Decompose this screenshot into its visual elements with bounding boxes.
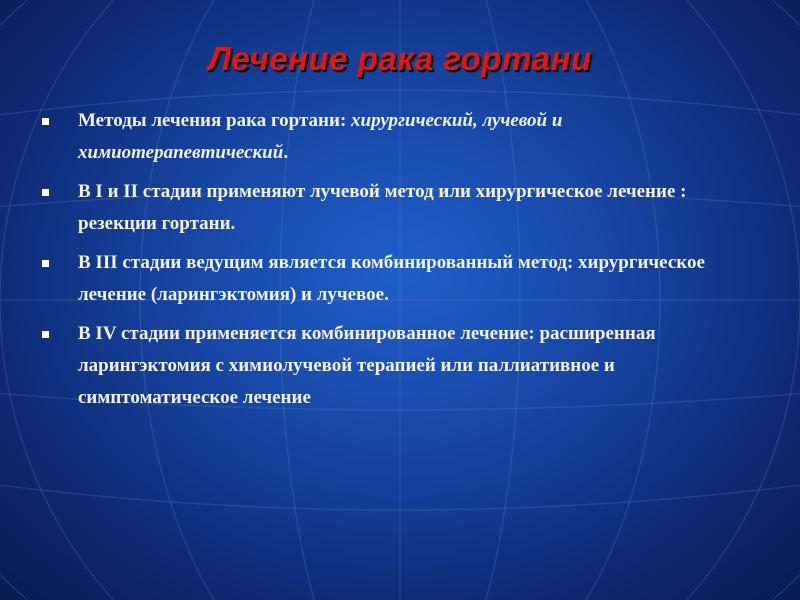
bullet-stage-1-2 <box>40 176 760 240</box>
bullet-text-italic-methods: хирургический, лучевой и химиотерапевтический <box>78 110 563 163</box>
bullet-text-tail: . <box>283 142 289 163</box>
bullet-text: В IV стадии применяется комбинированное лечение: расширенная ларингэктомия с химиолучевой терапией или паллиативное и симптоматическое лечение <box>78 323 656 408</box>
bullet-text-lead: Методы лечения рака гортани: <box>78 110 352 131</box>
square-bullet-icon <box>42 331 49 338</box>
bullet-text: В I и II стадии применяют лучевой метод или хирургическое лечение : резекции гортани. <box>78 181 687 234</box>
bullet-stage-4 <box>40 318 760 414</box>
square-bullet-icon <box>42 260 49 267</box>
square-bullet-icon <box>42 118 49 125</box>
bullet-list <box>40 105 760 421</box>
square-bullet-icon <box>42 189 49 196</box>
bullet-text: В III стадии ведущим является комбинированный метод: хирургическое лечение (ларингэктомия) и лучевое. <box>78 252 705 305</box>
bullet-treatment-methods <box>40 105 760 169</box>
bullet-stage-3 <box>40 247 760 311</box>
slide-title: Лечение рака гортани <box>208 40 592 77</box>
